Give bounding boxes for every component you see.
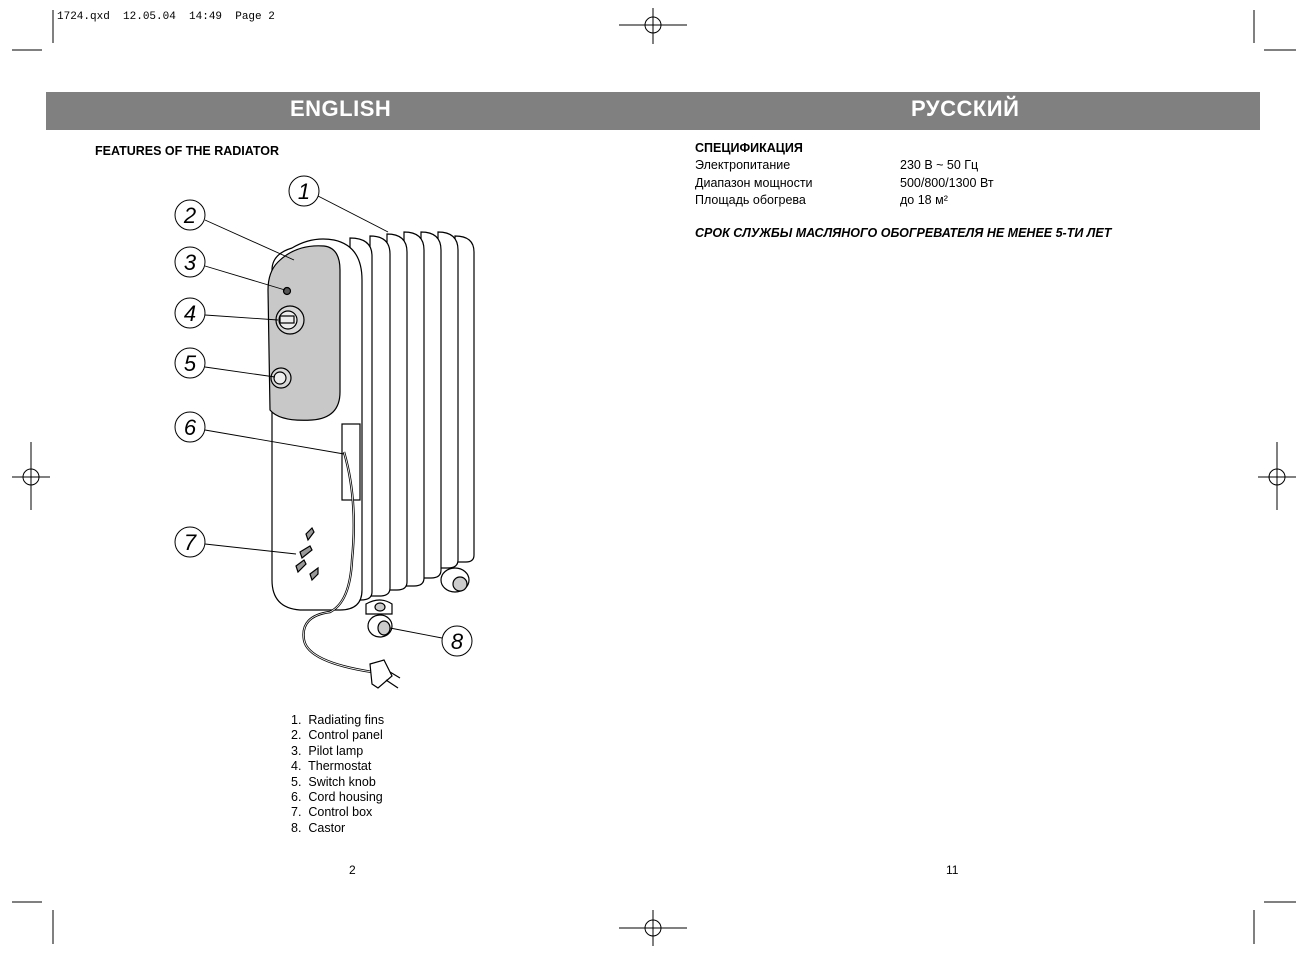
- radiator-illustration: [268, 232, 474, 688]
- spec-value-range: 500/800/1300 Вт: [900, 176, 994, 190]
- print-slug: 1724.qxd 12.05.04 14:49 Page 2: [57, 11, 275, 23]
- list-item: 2. Control panel: [291, 728, 383, 743]
- callout-3: 3: [183, 250, 197, 275]
- russian-title: РУССКИЙ: [911, 96, 1020, 121]
- english-title: ENGLISH: [290, 96, 392, 121]
- list-item: 5. Switch knob: [291, 774, 376, 789]
- callout-5: 5: [183, 351, 197, 376]
- callout-1: 1: [297, 179, 311, 204]
- callout-4: 4: [183, 301, 197, 326]
- list-item: 4. Thermostat: [291, 759, 372, 774]
- service-life-notice: СРОК СЛУЖБЫ МАСЛЯНОГО ОБОГРЕВАТЕЛЯ НЕ МЕНЕЕ 5-ТИ ЛЕТ: [695, 226, 1112, 240]
- spec-heading: СПЕЦИФИКАЦИЯ: [695, 141, 803, 155]
- callout-7: 7: [183, 530, 197, 555]
- list-item: 1. Radiating fins: [291, 713, 385, 727]
- callout-6: 6: [183, 415, 197, 440]
- header-band: [46, 92, 1260, 130]
- list-item: 7. Control box: [291, 805, 373, 820]
- callout-2: 2: [183, 203, 197, 228]
- spec-value-power: 230 В ~ 50 Гц: [900, 158, 979, 172]
- features-list: [291, 713, 384, 836]
- spec-label-area: Площадь обогрева: [695, 193, 806, 207]
- features-heading: FEATURES OF THE RADIATOR: [95, 144, 280, 158]
- spec-label-power: Электропитание: [695, 158, 791, 172]
- spec-label-range: Диапазон мощности: [695, 176, 813, 190]
- list-item: 6. Cord housing: [291, 789, 383, 804]
- page-number-left: 2: [349, 863, 356, 877]
- list-item: 8. Castor: [291, 820, 346, 835]
- list-item: 3. Pilot lamp: [291, 743, 364, 758]
- callout-8: 8: [450, 629, 464, 654]
- spec-value-area: до 18 м²: [900, 193, 948, 207]
- page-number-right: 11: [946, 863, 959, 877]
